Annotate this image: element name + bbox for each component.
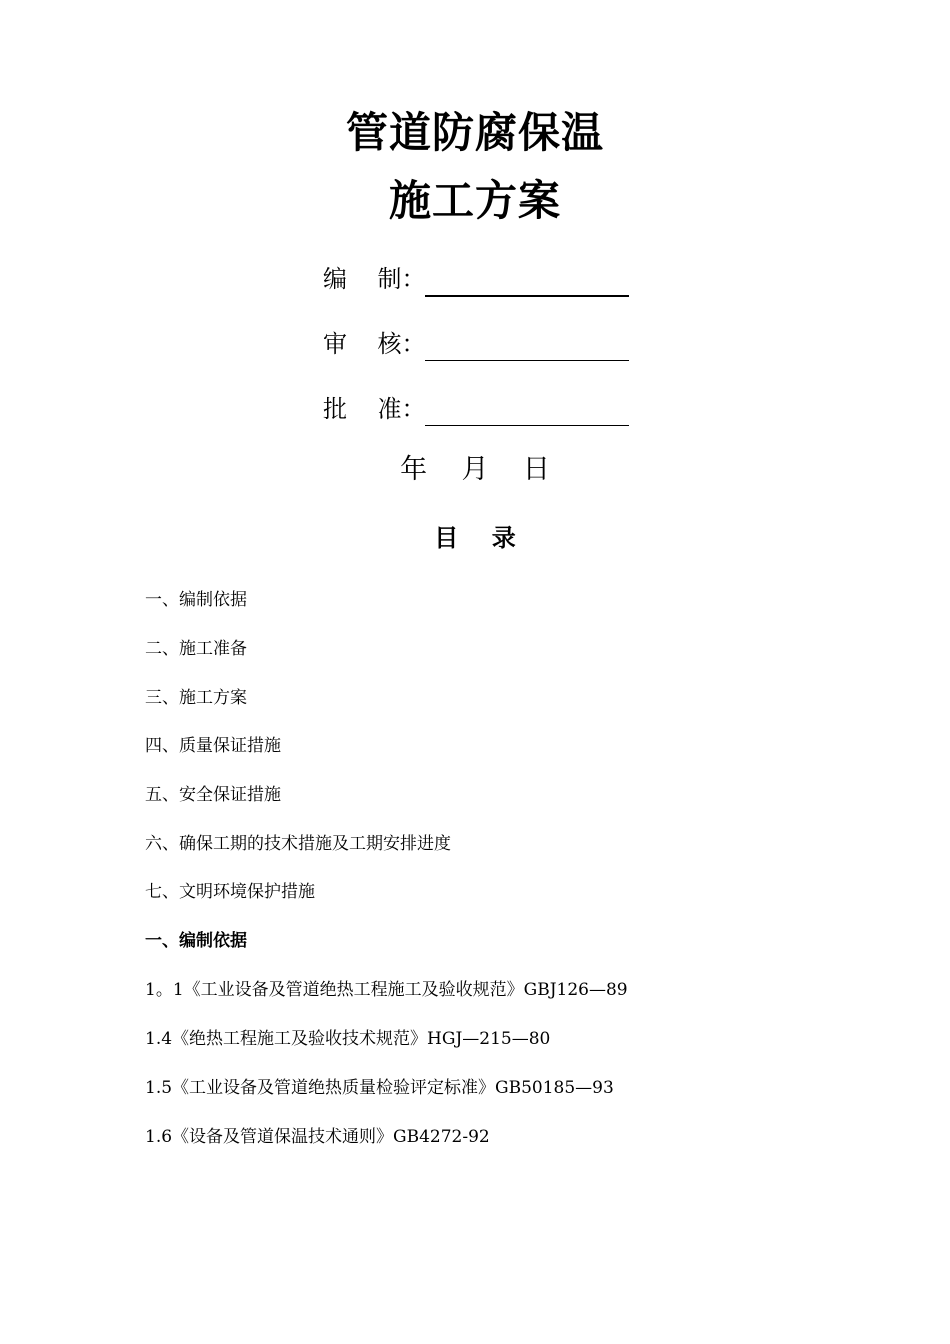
document-title-line-2: 施工方案 — [388, 176, 561, 225]
signature-row-approved — [323, 392, 633, 426]
toc-item: 五、安全保证措施 — [145, 785, 281, 805]
reference-item: 1.4《绝热工程施工及验收技术规范》HGJ—215—80 — [145, 1029, 551, 1049]
reference-item: 1.6《设备及管道保温技术通则》GB4272-92 — [145, 1127, 490, 1147]
section-heading: 一、编制依据 — [145, 931, 247, 951]
document-title-line-1: 管道防腐保温 — [345, 108, 604, 157]
toc-item: 七、文明环境保护措施 — [145, 882, 315, 902]
signature-line-approved — [425, 425, 629, 426]
toc-item: 六、确保工期的技术措施及工期安排进度 — [145, 834, 451, 854]
signature-line-compiled — [425, 295, 629, 297]
signature-label-compiled: 编 制： — [323, 265, 426, 293]
toc-title: 目 录 — [434, 523, 516, 552]
date-line: 年 月 日 — [400, 454, 550, 485]
reference-item: 1.5《工业设备及管道绝热质量检验评定标准》GB50185—93 — [145, 1078, 614, 1098]
signature-label-reviewed: 审 核： — [323, 330, 426, 358]
signature-line-reviewed — [425, 360, 629, 361]
signature-row-compiled — [323, 262, 633, 296]
signature-row-reviewed — [323, 327, 633, 361]
toc-item: 三、施工方案 — [145, 688, 247, 708]
toc-item: 一、编制依据 — [145, 590, 247, 610]
signature-label-approved: 批 准： — [323, 395, 426, 423]
reference-item: 1。1《工业设备及管道绝热工程施工及验收规范》GBJ126—89 — [145, 980, 628, 1000]
toc-item: 二、施工准备 — [145, 639, 247, 659]
toc-item: 四、质量保证措施 — [145, 736, 281, 756]
